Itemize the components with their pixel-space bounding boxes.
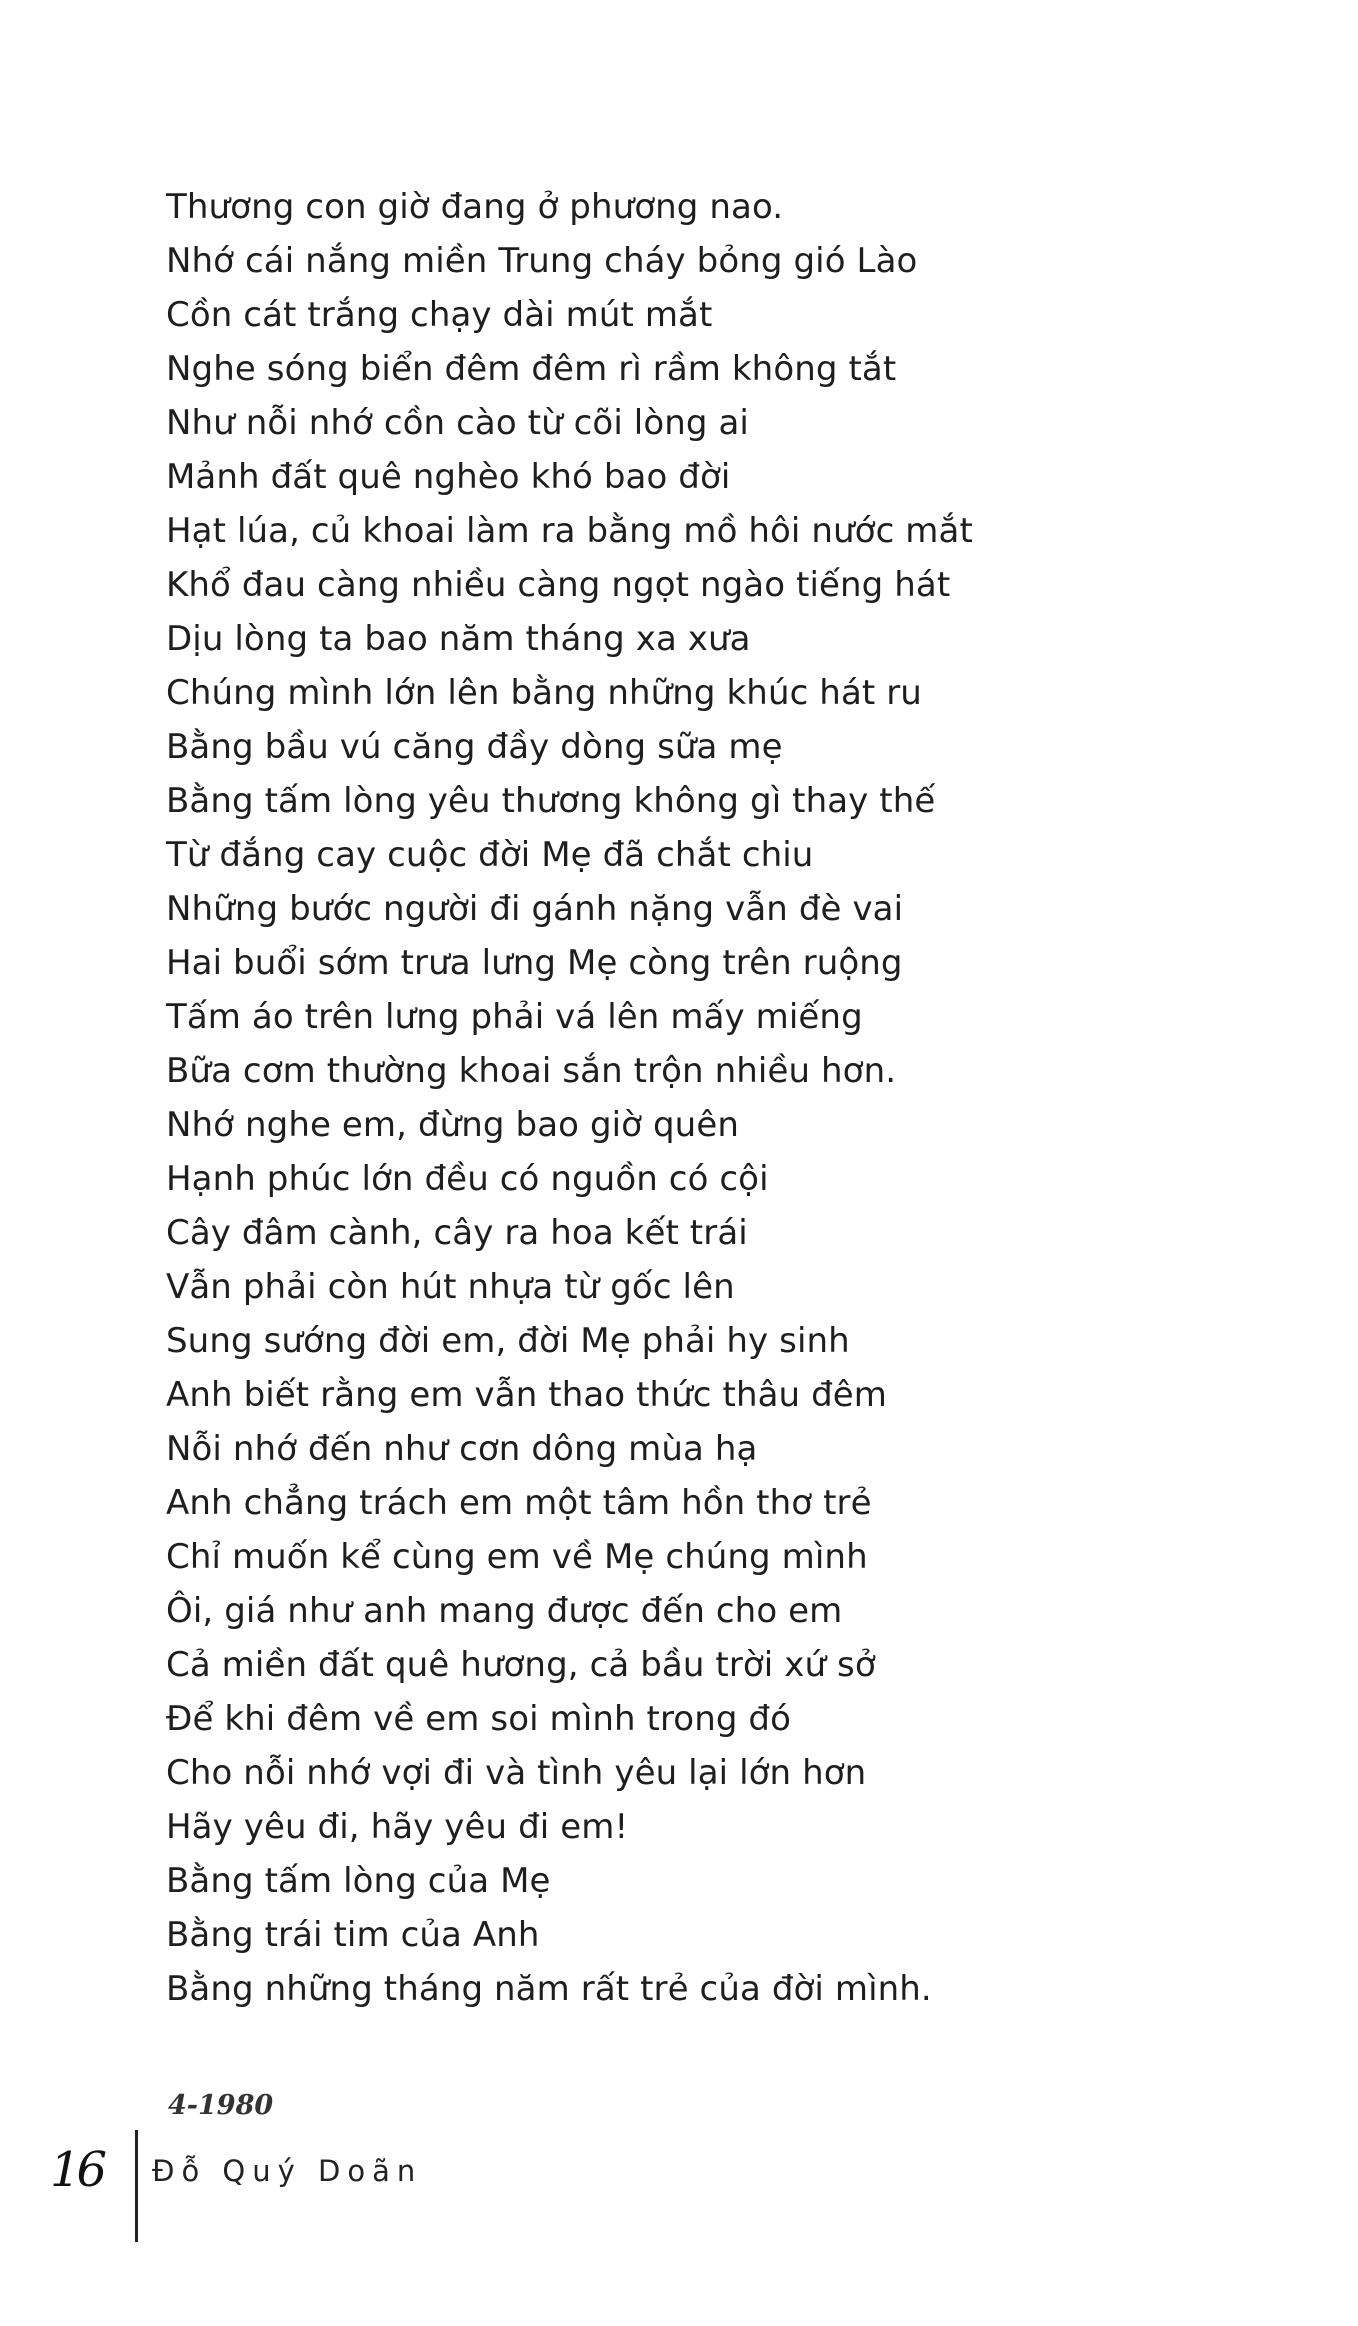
poem-line: Những bước người đi gánh nặng vẫn đè vai bbox=[166, 889, 904, 929]
poem-line: Từ đắng cay cuộc đời Mẹ đã chắt chiu bbox=[166, 835, 814, 875]
poem-line: Hạnh phúc lớn đều có nguồn có cội bbox=[166, 1159, 769, 1199]
footer-divider bbox=[135, 2130, 138, 2242]
poem-line: Bằng trái tim của Anh bbox=[166, 1915, 540, 1955]
poem-line: Ôi, giá như anh mang được đến cho em bbox=[166, 1591, 843, 1631]
poem-line: Mảnh đất quê nghèo khó bao đời bbox=[166, 457, 731, 497]
poem-line: Hãy yêu đi, hãy yêu đi em! bbox=[166, 1807, 629, 1847]
poem-line: Bằng tấm lòng yêu thương không gì thay thế bbox=[166, 781, 936, 821]
poem-line: Hai buổi sớm trưa lưng Mẹ còng trên ruộng bbox=[166, 943, 903, 983]
poem-line: Tấm áo trên lưng phải vá lên mấy miếng bbox=[166, 997, 863, 1037]
poem-line: Nhớ cái nắng miền Trung cháy bỏng gió Lào bbox=[166, 241, 918, 281]
poem-line: Hạt lúa, củ khoai làm ra bằng mồ hôi nước mắt bbox=[166, 511, 973, 551]
poem-line: Bằng những tháng năm rất trẻ của đời mình. bbox=[166, 1969, 932, 2009]
poem-line: Cây đâm cành, cây ra hoa kết trái bbox=[166, 1213, 748, 1253]
poem-line: Bữa cơm thường khoai sắn trộn nhiều hơn. bbox=[166, 1051, 897, 1091]
page-number: 16 bbox=[50, 2142, 104, 2198]
poem-line: Cho nỗi nhớ vợi đi và tình yêu lại lớn hơn bbox=[166, 1753, 867, 1793]
poem-line: Vẫn phải còn hút nhựa từ gốc lên bbox=[166, 1267, 735, 1307]
poem-line: Nhớ nghe em, đừng bao giờ quên bbox=[166, 1105, 739, 1145]
poem-line: Chúng mình lớn lên bằng những khúc hát ru bbox=[166, 673, 922, 713]
poem-line: Bằng tấm lòng của Mẹ bbox=[166, 1861, 551, 1901]
poem-line: Dịu lòng ta bao năm tháng xa xưa bbox=[166, 619, 751, 659]
poem-line: Sung sướng đời em, đời Mẹ phải hy sinh bbox=[166, 1321, 850, 1361]
poem-line: Anh biết rằng em vẫn thao thức thâu đêm bbox=[166, 1375, 888, 1415]
poem-line: Nghe sóng biển đêm đêm rì rầm không tắt bbox=[166, 349, 897, 389]
poem-line: Bằng bầu vú căng đầy dòng sữa mẹ bbox=[166, 727, 783, 767]
poem-line: Anh chẳng trách em một tâm hồn thơ trẻ bbox=[166, 1483, 872, 1523]
poem-line: Nỗi nhớ đến như cơn dông mùa hạ bbox=[166, 1429, 758, 1469]
poem-line: Thương con giờ đang ở phương nao. bbox=[166, 187, 784, 227]
page-footer bbox=[0, 2130, 1358, 2250]
poem-line: Để khi đêm về em soi mình trong đó bbox=[166, 1699, 792, 1739]
poem-line: Chỉ muốn kể cùng em về Mẹ chúng mình bbox=[166, 1537, 868, 1577]
poem-line: Cồn cát trắng chạy dài mút mắt bbox=[166, 295, 713, 335]
poem-body bbox=[166, 180, 973, 2016]
poem-line: Khổ đau càng nhiều càng ngọt ngào tiếng hát bbox=[166, 565, 951, 605]
poem-date: 4-1980 bbox=[168, 2090, 274, 2121]
author-name: Đỗ Quý Doãn bbox=[152, 2154, 423, 2188]
poem-line: Như nỗi nhớ cồn cào từ cõi lòng ai bbox=[166, 403, 749, 443]
poem-line: Cả miền đất quê hương, cả bầu trời xứ sở bbox=[166, 1645, 876, 1685]
